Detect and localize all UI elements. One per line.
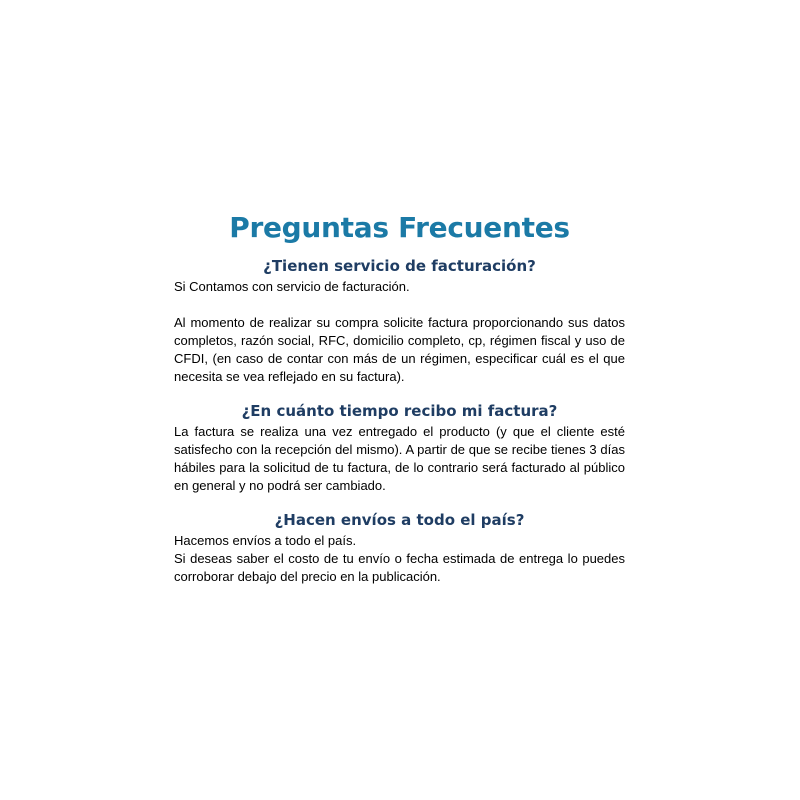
faq-answer-shipping-intro: Hacemos envíos a todo el país. [174, 533, 357, 548]
faq-answer-billing-intro: Si Contamos con servicio de facturación. [174, 279, 410, 294]
faq-section [174, 206, 625, 586]
faq-question-shipping: ¿Hacen envíos a todo el país? [274, 511, 525, 529]
faq-question-invoice-time: ¿En cuánto tiempo recibo mi factura? [241, 402, 558, 420]
faq-answer-billing-details: Al momento de realizar su compra solicite factura proporcionando sus datos completos, razón social, RFC, domicilio completo, cp, régimen fiscal y uso de CFDI, (en caso de contar con más de un régimen, especificar cuál es el que necesita se vea reflejado en su factura). [174, 315, 625, 384]
faq-answer-invoice-time: La factura se realiza una vez entregado el producto (y que el cliente esté satisfecho con la recepción del mismo). A partir de que se recibe tienes 3 días hábiles para la solicitud de tu factura, de lo contrario será facturado al público en general y no podrá ser cambiado. [174, 424, 625, 493]
page-title: Preguntas Frecuentes [229, 211, 570, 244]
faq-answer-shipping-details: Si deseas saber el costo de tu envío o fecha estimada de entrega lo puedes corroborar debajo del precio en la publicación. [174, 551, 625, 584]
faq-question-billing: ¿Tienen servicio de facturación? [263, 257, 536, 275]
